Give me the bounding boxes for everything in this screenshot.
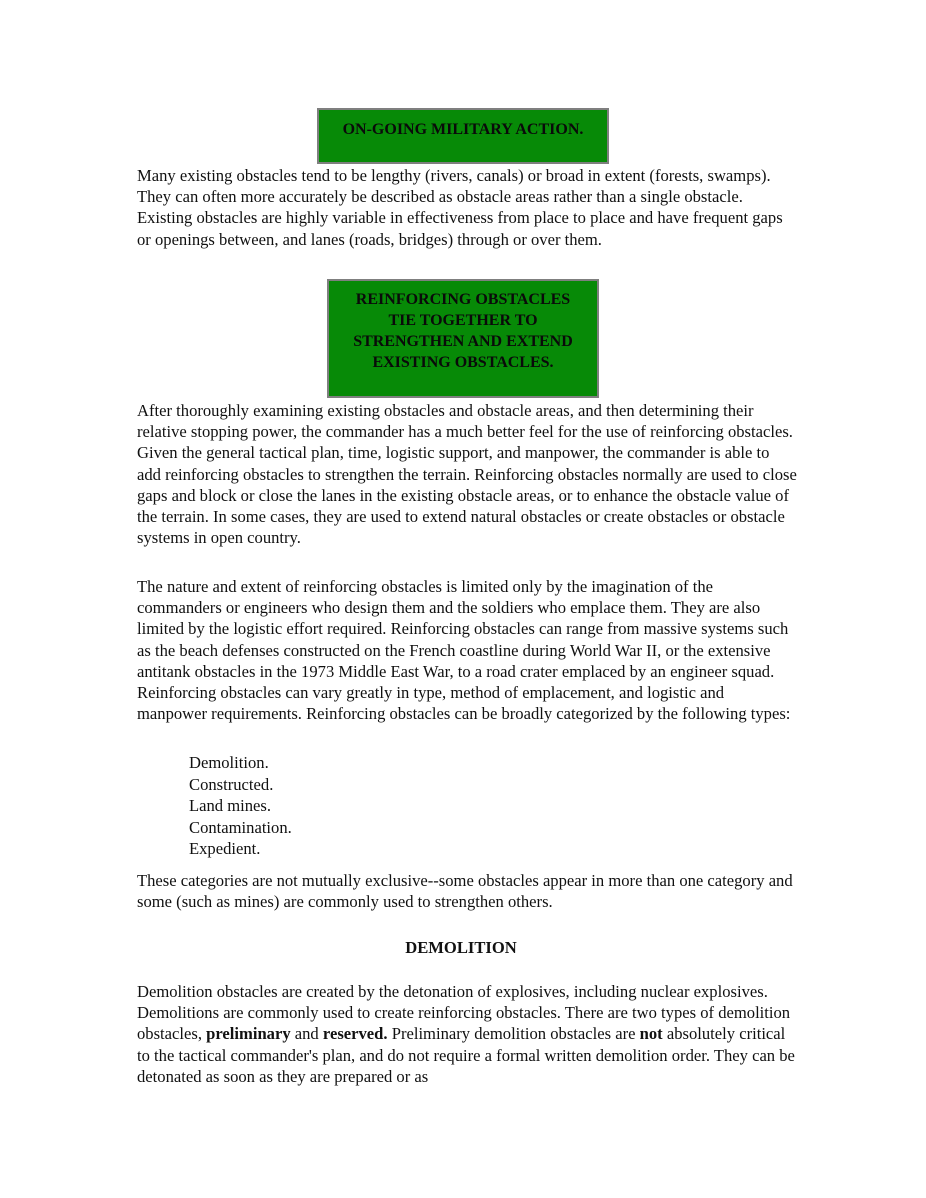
demolition-text: Demolition obstacles are created by the detonation of explosives, including nuclear explosives. Demolitions are commonly used to create reinforcing obstacles. There are two types of demolition obstacles, (137, 982, 791, 1044)
reinforcing-obstacles-callout (327, 279, 599, 398)
callout-line: EXISTING OBSTACLES. (372, 354, 554, 371)
callout-line: REINFORCING OBSTACLES (355, 291, 571, 308)
existing-obstacles-paragraph: Many existing obstacles tend to be lengthy (rivers, canals) or broad in extent (forests, swamps). They can often more accurately be described as obstacle areas rather than a single obstacle. Existing obstacles are highly variable in effectiveness from place to place and have frequent gaps or openings between, and lanes (roads, bridges) through or over them. (137, 166, 783, 249)
list-item: Demolition. (189, 753, 269, 772)
preliminary-term: preliminary (206, 1024, 291, 1044)
callout-line: STRENGTHEN AND EXTEND (353, 333, 573, 350)
nature-extent-paragraph: The nature and extent of reinforcing obstacles is limited only by the imagination of the commanders or engineers who design them and the soldiers who emplace them. They are also limited by the logistic effort required. Reinforcing obstacles can range from massive systems such as the beach defenses constructed on the French coastline during World War II, or the extensive antitank obstacles in the 1973 Middle East War, to a road crater emplaced by an engineer squad. Reinforcing obstacles can vary greatly in type, method of emplacement, and logistic and manpower requirements. Reinforcing obstacles can be broadly categorized by the following types: (137, 577, 791, 724)
categories-note-paragraph: These categories are not mutually exclusive--some obstacles appear in more than one category and some (such as mines) are commonly used to strengthen others. (137, 871, 793, 912)
demolition-text: and (290, 1024, 323, 1044)
callout-text: ON-GOING MILITARY ACTION. (342, 121, 584, 138)
demolition-heading: DEMOLITION (405, 938, 517, 957)
not-emphasis: not (639, 1024, 663, 1044)
ongoing-military-action-callout (317, 108, 609, 164)
demolition-text: absolutely critical to the tactical commander's plan, and do not require a formal written demolition order. They can be detonated as soon as they are prepared or as (137, 1024, 795, 1086)
list-item: Expedient. (189, 839, 261, 859)
list-item: Land mines. (189, 796, 272, 816)
obstacle-types-list (189, 752, 292, 860)
reserved-term: reserved. (322, 1024, 388, 1044)
demolition-text: Preliminary demolition obstacles are (387, 1024, 640, 1044)
list-item: Constructed. (189, 774, 274, 794)
callout-line: TIE TOGETHER TO (388, 312, 538, 329)
demolition-paragraph (137, 981, 797, 1087)
list-item: Contamination. (189, 817, 292, 837)
after-examining-paragraph: After thoroughly examining existing obstacles and obstacle areas, and then determining their relative stopping power, the commander has a much better feel for the use of reinforcing obstacles. Given the general tactical plan, time, logistic support, and manpower, the commander is able to add reinforcing obstacles to strengthen the terrain. Reinforcing obstacles normally are used to close gaps and block or close the lanes in the existing obstacle areas, or to enhance the obstacle value of the terrain. In some cases, they are used to extend natural obstacles or create obstacles or obstacle systems in open country. (137, 401, 797, 548)
